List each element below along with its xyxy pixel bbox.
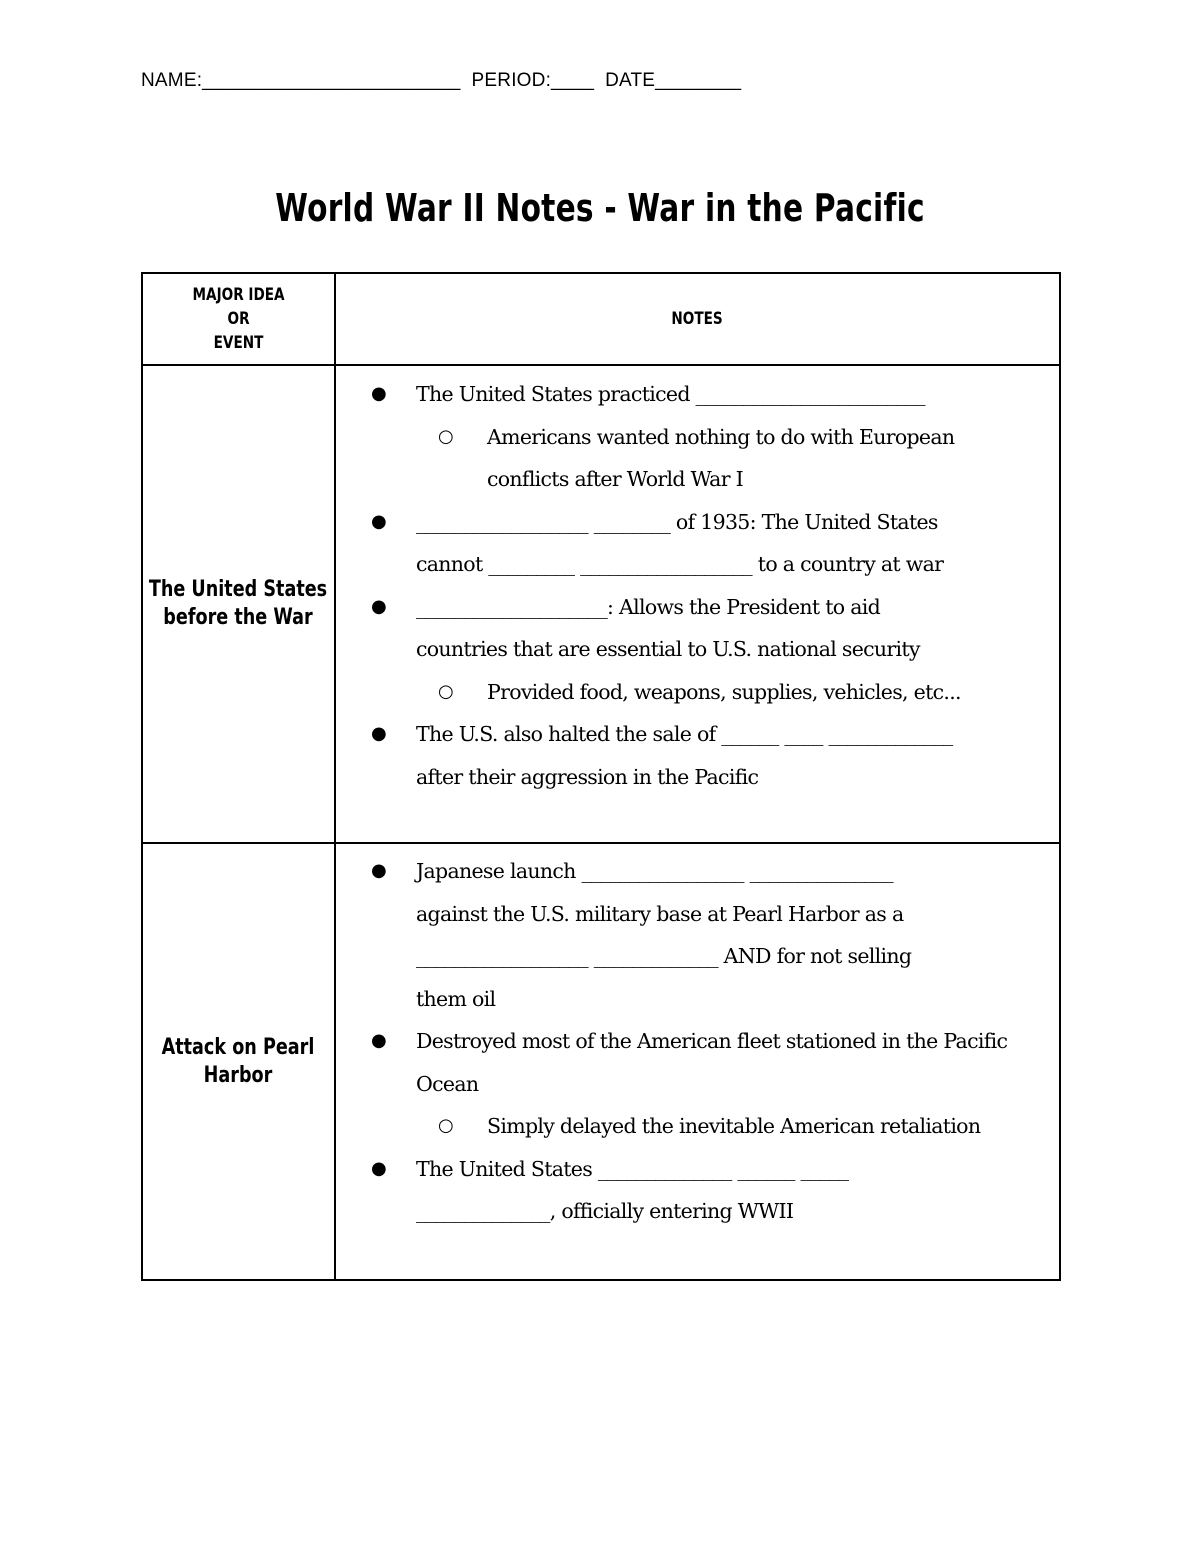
note-line [336, 850, 1059, 893]
note-text: countries that are essential to U.S. national security [416, 637, 920, 661]
notes-table [141, 272, 1061, 1281]
major-idea-text: The United States [148, 577, 328, 602]
note-line [336, 893, 1059, 936]
note-line [336, 458, 1059, 501]
note-line [336, 628, 1059, 671]
note-line [336, 586, 1059, 629]
bullet-icon: ● [371, 510, 387, 532]
note-text: ____________________: Allows the President to aid [416, 594, 881, 619]
major-idea-text: Harbor [203, 1062, 273, 1088]
note-text: The U.S. also halted the sale of ______ ____ _____________ [416, 722, 953, 746]
bullet-icon: ● [371, 723, 387, 744]
note-line [336, 1190, 1059, 1233]
major-idea-header-line: OR [227, 309, 250, 329]
note-line [336, 1105, 1059, 1148]
note-text: __________________ ________ of 1935: The United States [416, 509, 938, 534]
note-line [336, 713, 1059, 756]
major-idea-header-line: MAJOR IDEA [192, 285, 285, 305]
sub-bullet-icon: ○ [438, 425, 454, 447]
note-text: against the U.S. military base at Pearl Harbor as a [416, 901, 904, 926]
bullet-icon: ● [371, 595, 387, 617]
page-title: World War II Notes - War in the Pacific [275, 186, 925, 230]
major-idea-header [142, 273, 335, 365]
table-row [142, 843, 1060, 1280]
note-line [336, 1020, 1059, 1063]
sub-bullet-icon: ○ [438, 1115, 454, 1136]
note-text: after their aggression in the Pacific [416, 764, 759, 789]
note-line [336, 416, 1059, 459]
major-idea-text: Attack on Pearl [161, 1034, 315, 1060]
notes-list [336, 366, 1059, 798]
bullet-icon: ● [371, 1030, 387, 1051]
note-text: them oil [416, 986, 496, 1011]
note-text: Americans wanted nothing to do with European [487, 424, 955, 449]
note-text: The United States practiced ________________________ [416, 382, 925, 406]
bullet-icon: ● [371, 1157, 387, 1179]
major-idea-header-line: EVENT [213, 333, 264, 353]
note-line [336, 978, 1059, 1021]
note-text: Japanese launch _________________ _______________ [416, 859, 893, 883]
major-idea-text: before the War [163, 605, 313, 630]
note-line [336, 1063, 1059, 1106]
note-text: cannot _________ __________________ to a country at war [416, 552, 944, 576]
bullet-icon: ● [371, 860, 387, 881]
note-text: conflicts after World War I [487, 467, 744, 491]
note-line [336, 543, 1059, 586]
note-text: Destroyed most of the American fleet stationed in the Pacific [416, 1029, 1008, 1053]
note-line [336, 373, 1059, 416]
bullet-icon: ● [371, 383, 387, 404]
note-line [336, 756, 1059, 799]
notes-list [336, 844, 1059, 1233]
note-text: __________________ _____________ AND for not selling [416, 944, 912, 968]
note-text: ______________, officially entering WWII [416, 1199, 794, 1223]
name-period-date-line: NAME:________________________ PERIOD:____ DATE________ [141, 70, 742, 91]
notes-header-label: NOTES [671, 309, 724, 329]
note-text: Simply delayed the inevitable American retaliation [487, 1114, 981, 1138]
major-idea-cell [142, 365, 335, 843]
note-line [336, 671, 1059, 714]
note-line [336, 1148, 1059, 1191]
notes-cell [335, 843, 1060, 1280]
note-text: Provided food, weapons, supplies, vehicles, etc... [487, 679, 961, 704]
note-line [336, 935, 1059, 978]
table-row [142, 365, 1060, 843]
note-text: Ocean [416, 1071, 479, 1096]
note-text: The United States ______________ ______ _____ [416, 1156, 849, 1181]
major-idea-cell [142, 843, 335, 1280]
note-line [336, 501, 1059, 544]
notes-header [335, 273, 1060, 365]
sub-bullet-icon: ○ [438, 680, 454, 702]
notes-cell [335, 365, 1060, 843]
table-header-row [142, 273, 1060, 365]
